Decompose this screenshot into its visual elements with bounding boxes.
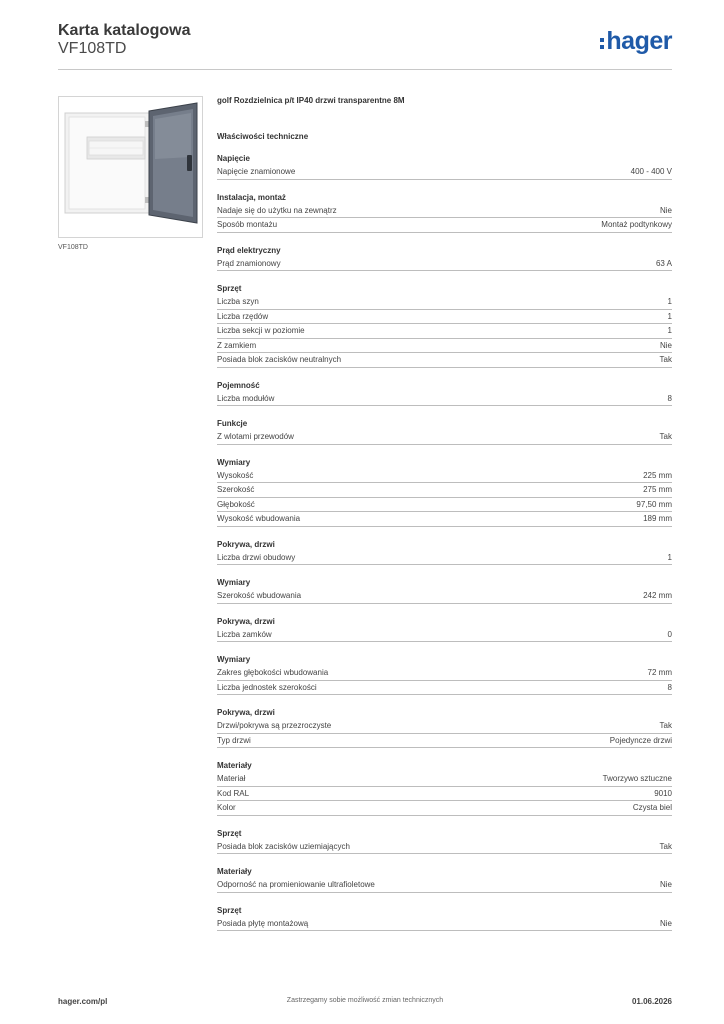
property-value: 1 xyxy=(667,552,672,562)
property-group xyxy=(217,244,672,272)
property-row xyxy=(217,483,672,498)
property-row xyxy=(217,204,672,219)
product-name: golf Rozdzielnica p/t IP40 drzwi transparentne 8M xyxy=(217,96,405,105)
property-label: Wysokość wbudowania xyxy=(217,514,301,523)
property-row xyxy=(217,430,672,445)
property-value: Czysta biel xyxy=(632,803,672,812)
property-group xyxy=(217,538,672,566)
document-title: Karta katalogowa xyxy=(58,22,191,39)
property-value: 0 xyxy=(667,629,672,639)
property-label: Liczba drzwi obudowy xyxy=(217,552,296,562)
group-title: Prąd elektryczny xyxy=(217,245,281,255)
technical-properties-title: Właściwości techniczne xyxy=(217,132,309,141)
property-groups xyxy=(217,152,672,931)
property-group xyxy=(217,615,672,643)
property-row xyxy=(217,628,672,643)
distribution-board-icon xyxy=(59,97,202,237)
group-title: Pokrywa, drzwi xyxy=(217,708,275,717)
property-row xyxy=(217,498,672,513)
product-image xyxy=(58,96,203,238)
property-label: Głębokość xyxy=(217,499,255,509)
page-footer xyxy=(58,997,672,1009)
property-row xyxy=(217,681,672,696)
property-value: Tak xyxy=(659,355,672,364)
property-row xyxy=(217,589,672,604)
property-value: Tak xyxy=(659,432,672,441)
property-value: 242 mm xyxy=(643,591,672,600)
page-header xyxy=(58,22,672,70)
property-group xyxy=(217,827,672,855)
property-value: 1 xyxy=(667,326,672,335)
property-label: Liczba modułów xyxy=(217,393,275,403)
property-row xyxy=(217,719,672,734)
property-value: 8 xyxy=(667,682,672,692)
property-label: Posiada blok zacisków neutralnych xyxy=(217,355,342,364)
property-value: 63 A xyxy=(655,258,672,268)
property-group xyxy=(217,653,672,695)
property-group xyxy=(217,191,672,233)
property-label: Z wlotami przewodów xyxy=(217,432,294,441)
property-row xyxy=(217,551,672,566)
property-value: Tak xyxy=(659,721,672,730)
property-row xyxy=(217,666,672,681)
property-label: Wysokość xyxy=(217,470,254,480)
property-row xyxy=(217,295,672,310)
property-group xyxy=(217,417,672,445)
property-label: Liczba rzędów xyxy=(217,311,269,321)
property-label: Liczba szyn xyxy=(217,297,259,306)
property-value: Tak xyxy=(659,841,672,851)
property-value: 9010 xyxy=(654,788,672,798)
property-label: Z zamkiem xyxy=(217,340,257,350)
group-title: Wymiary xyxy=(217,655,251,664)
property-label: Sposób montażu xyxy=(217,220,278,229)
property-row xyxy=(217,512,672,527)
property-label: Kolor xyxy=(217,803,236,812)
property-label: Liczba zamków xyxy=(217,629,272,639)
property-group xyxy=(217,379,672,407)
group-title: Wymiary xyxy=(217,578,251,587)
group-title: Pokrywa, drzwi xyxy=(217,616,275,626)
property-row xyxy=(217,878,672,893)
property-group xyxy=(217,282,672,368)
property-value: 8 xyxy=(667,393,672,403)
property-value: Nie xyxy=(659,205,672,215)
property-group xyxy=(217,152,672,180)
property-label: Posiada blok zacisków uziemiających xyxy=(217,841,350,851)
property-row xyxy=(217,324,672,339)
hager-logo xyxy=(600,28,672,54)
property-value: 1 xyxy=(667,297,672,306)
property-group xyxy=(217,759,672,816)
property-label: Posiada płytę montażową xyxy=(217,918,309,928)
property-row xyxy=(217,801,672,816)
logo-dots-icon xyxy=(600,38,604,49)
property-label: Drzwi/pokrywa są przezroczyste xyxy=(217,721,332,730)
property-value: 189 mm xyxy=(643,514,672,523)
product-code: VF108TD xyxy=(58,40,127,57)
property-label: Liczba jednostek szerokości xyxy=(217,682,317,692)
image-caption: VF108TD xyxy=(58,244,88,251)
property-row xyxy=(217,734,672,749)
property-label: Zakres głębokości wbudowania xyxy=(217,668,329,677)
property-label: Napięcie znamionowe xyxy=(217,167,296,176)
group-title: Pojemność xyxy=(217,380,260,390)
property-value: 72 mm xyxy=(647,668,672,677)
property-group xyxy=(217,904,672,932)
property-value: 225 mm xyxy=(643,470,672,480)
group-title: Napięcie xyxy=(217,154,250,163)
group-title: Funkcje xyxy=(217,419,248,428)
property-group xyxy=(217,706,672,748)
property-row xyxy=(217,353,672,368)
group-title: Sprzęt xyxy=(217,284,242,293)
property-value: Montaż podtynkowy xyxy=(601,220,672,229)
group-title: Pokrywa, drzwi xyxy=(217,539,275,549)
property-label: Materiał xyxy=(217,774,246,783)
property-label: Kod RAL xyxy=(217,788,250,798)
group-title: Wymiary xyxy=(217,457,251,467)
logo-text: hager xyxy=(606,27,672,55)
property-value: 400 - 400 V xyxy=(630,167,672,176)
property-row xyxy=(217,392,672,407)
property-value: Nie xyxy=(659,918,672,928)
group-title: Sprzęt xyxy=(217,828,242,838)
property-label: Nadaje się do użytku na zewnątrz xyxy=(217,205,337,215)
property-value: Pojedyncze drzwi xyxy=(609,735,672,745)
property-label: Szerokość xyxy=(217,485,255,494)
property-group xyxy=(217,865,672,893)
property-label: Odporność na promieniowanie ultrafioletowe xyxy=(217,880,375,889)
group-title: Instalacja, montaż xyxy=(217,192,286,202)
property-row xyxy=(217,218,672,233)
property-row xyxy=(217,787,672,802)
property-group xyxy=(217,576,672,604)
product-content xyxy=(217,96,672,931)
property-row xyxy=(217,165,672,180)
group-title: Materiały xyxy=(217,761,252,770)
property-row xyxy=(217,339,672,354)
property-value: 1 xyxy=(667,311,672,321)
property-group xyxy=(217,456,672,527)
footer-notice: Zastrzegamy sobie możliwość zmian technicznych xyxy=(286,997,444,1004)
property-value: 275 mm xyxy=(643,485,672,494)
footer-date: 01.06.2026 xyxy=(631,997,672,1006)
property-label: Typ drzwi xyxy=(217,735,251,745)
property-row xyxy=(217,310,672,325)
property-value: 97,50 mm xyxy=(636,499,672,509)
property-row xyxy=(217,257,672,272)
property-value: Nie xyxy=(659,340,672,350)
footer-website[interactable]: hager.com/pl xyxy=(58,997,108,1006)
property-row xyxy=(217,469,672,484)
property-value: Tworzywo sztuczne xyxy=(602,774,672,783)
property-label: Prąd znamionowy xyxy=(217,258,281,268)
property-value: Nie xyxy=(659,880,672,889)
property-row xyxy=(217,840,672,855)
group-title: Sprzęt xyxy=(217,905,242,915)
property-row xyxy=(217,772,672,787)
property-label: Szerokość wbudowania xyxy=(217,591,302,600)
group-title: Materiały xyxy=(217,867,252,876)
property-label: Liczba sekcji w poziomie xyxy=(217,326,305,335)
property-row xyxy=(217,917,672,932)
